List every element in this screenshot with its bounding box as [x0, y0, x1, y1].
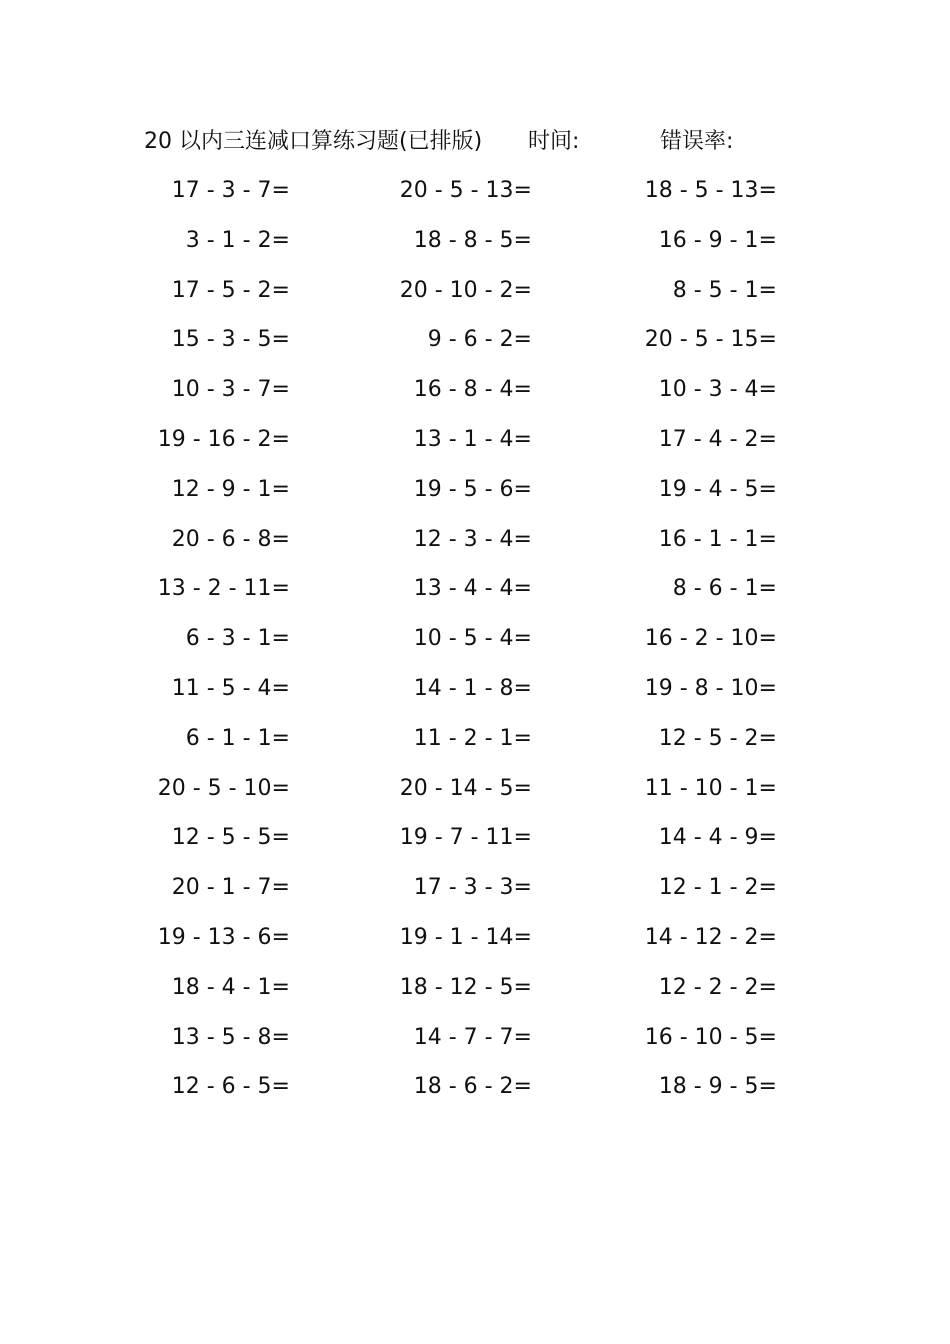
problem-item: 19 - 4 - 5= — [658, 476, 777, 502]
problem-item: 11 - 10 - 1= — [644, 775, 777, 801]
problem-item: 12 - 6 - 5= — [171, 1074, 290, 1100]
problem-item: 20 - 10 - 2= — [399, 277, 532, 303]
problem-item: 8 - 6 - 1= — [672, 576, 777, 602]
problem-item: 12 - 5 - 2= — [658, 725, 777, 751]
problem-item: 12 - 9 - 1= — [171, 476, 290, 502]
problem-item: 19 - 8 - 10= — [644, 675, 777, 701]
problem-item: 3 - 1 - 2= — [185, 227, 290, 253]
problem-item: 12 - 5 - 5= — [171, 825, 290, 851]
problem-item: 19 - 1 - 14= — [399, 924, 532, 950]
problem-item: 12 - 1 - 2= — [658, 875, 777, 901]
worksheet-header — [0, 124, 950, 160]
problem-item: 16 - 10 - 5= — [644, 1024, 777, 1050]
problem-item: 16 - 2 - 10= — [644, 626, 777, 652]
problem-item: 16 - 8 - 4= — [413, 377, 532, 403]
problem-item: 14 - 4 - 9= — [658, 825, 777, 851]
problem-item: 18 - 6 - 2= — [413, 1074, 532, 1100]
problem-item: 20 - 6 - 8= — [171, 526, 290, 552]
problem-item: 16 - 9 - 1= — [658, 227, 777, 253]
problem-item: 18 - 8 - 5= — [413, 227, 532, 253]
problem-grid — [120, 166, 840, 1112]
problem-item: 11 - 2 - 1= — [413, 725, 532, 751]
problem-item: 13 - 1 - 4= — [413, 426, 532, 452]
problem-item: 8 - 5 - 1= — [672, 277, 777, 303]
problem-item: 14 - 7 - 7= — [413, 1024, 532, 1050]
problem-item: 9 - 6 - 2= — [427, 327, 532, 353]
problem-item: 20 - 5 - 15= — [644, 327, 777, 353]
problem-item: 16 - 1 - 1= — [658, 526, 777, 552]
problem-item: 19 - 5 - 6= — [413, 476, 532, 502]
problem-item: 10 - 3 - 4= — [658, 377, 777, 403]
problem-item: 18 - 5 - 13= — [644, 178, 777, 203]
error-rate-label: 错误率: — [660, 129, 734, 154]
worksheet-title: 20 以内三连减口算练习题(已排版) — [144, 129, 483, 154]
problem-item: 6 - 1 - 1= — [185, 725, 290, 751]
problem-item: 19 - 7 - 11= — [399, 825, 532, 851]
problem-item: 17 - 4 - 2= — [658, 426, 777, 452]
problem-item: 19 - 13 - 6= — [157, 924, 290, 950]
problem-item: 12 - 2 - 2= — [658, 974, 777, 1000]
problem-item: 10 - 3 - 7= — [171, 377, 290, 403]
problem-item: 6 - 3 - 1= — [185, 626, 290, 652]
time-label: 时间: — [528, 129, 580, 154]
problem-item: 14 - 1 - 8= — [413, 675, 532, 701]
problem-item: 20 - 5 - 13= — [399, 178, 532, 203]
problem-item: 11 - 5 - 4= — [171, 675, 290, 701]
problem-item: 17 - 3 - 7= — [171, 178, 290, 203]
problem-item: 18 - 4 - 1= — [171, 974, 290, 1000]
problem-item: 17 - 5 - 2= — [171, 277, 290, 303]
problem-item: 20 - 5 - 10= — [157, 775, 290, 801]
problem-item: 12 - 3 - 4= — [413, 526, 532, 552]
problem-item: 10 - 5 - 4= — [413, 626, 532, 652]
problem-item: 13 - 4 - 4= — [413, 576, 532, 602]
problem-item: 18 - 12 - 5= — [399, 974, 532, 1000]
problem-item: 13 - 5 - 8= — [171, 1024, 290, 1050]
problem-item: 17 - 3 - 3= — [413, 875, 532, 901]
problem-item: 18 - 9 - 5= — [658, 1074, 777, 1100]
problem-item: 20 - 14 - 5= — [399, 775, 532, 801]
problem-item: 15 - 3 - 5= — [171, 327, 290, 353]
problem-item: 13 - 2 - 11= — [157, 576, 290, 602]
problem-item: 19 - 16 - 2= — [157, 426, 290, 452]
problem-item: 14 - 12 - 2= — [644, 924, 777, 950]
problem-item: 20 - 1 - 7= — [171, 875, 290, 901]
